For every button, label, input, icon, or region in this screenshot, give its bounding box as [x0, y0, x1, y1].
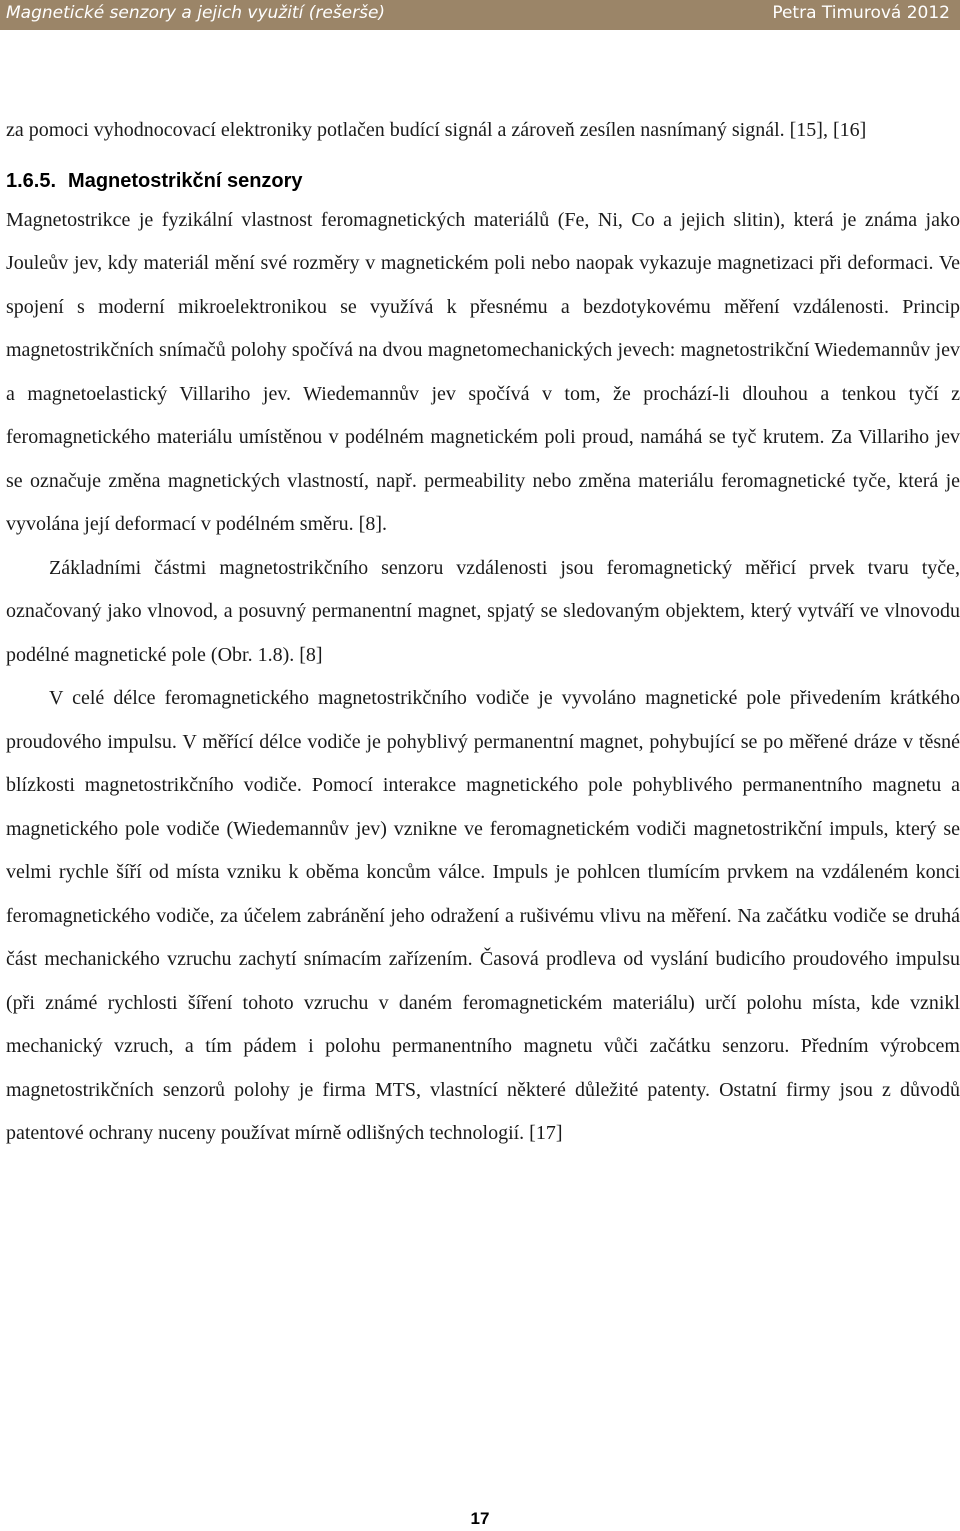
page-number: 17: [470, 1509, 490, 1528]
header-document-title: Magnetické senzory a jejich využití (rešerše): [6, 3, 386, 23]
section-heading: [6, 163, 960, 199]
paragraph-sensor-parts: Základními částmi magnetostrikčního senzoru vzdálenosti jsou feromagnetický měřicí prvek tvaru tyče, označovaný jako vlnovod, a posuvný permanentní magnet, spjatý se sledovaným objektem, který vytváří ve vlnovodu podélné magnetické pole (Obr. 1.8). [8]: [6, 556, 960, 666]
section-title: Magnetostrikční senzory: [68, 169, 303, 192]
paragraph-operating-principle: V celé délce feromagnetického magnetostrikčního vodiče je vyvoláno magnetické pole přivedením krátkého proudového impulsu. V měřící délce vodiče je pohyblivý permanentní magnet, pohybující se po měřené dráze v těsné blízkosti magnetostrikčního vodiče. Pomocí interakce magnetického pole pohyblivého permanentního magnetu a magnetického pole vodiče (Wiedemannův jev) vznikne ve feromagnetickém vodiči magnetostrikční impuls, který se velmi rychle šíří od místa vzniku k oběma koncům válce. Impuls je pohlcen tlumícím prvkem na vzdáleném konci feromagnetického vodiče, za účelem zabránění jeho odražení a rušivému vlivu na měření. Na začátku vodiče se druhá část mechanického vzruchu zachytí snímacím zařízením. Časová prodleva od vyslání budicího proudového impulsu (při známé rychlosti šíření tohoto vzruchu v daném feromagnetickém materiálu) určí polohu místa, kde vznikl mechanický vzruch, a tím pádem i polohu permanentního magnetu vůči začátku senzoru. Předním výrobcem magnetostrikčních senzorů polohy je firma MTS, vlastnící některé důležité patenty. Ostatní firmy jsou z důvodů patentové ochrany nuceny používat mírně odlišných technologií. [17]: [6, 687, 960, 1144]
section-number: 1.6.5.: [6, 169, 57, 192]
page-body: [6, 109, 960, 1156]
header-author-year: Petra Timurová 2012: [772, 3, 950, 23]
page-header: [0, 0, 960, 30]
paragraph-intro: za pomoci vyhodnocovací elektroniky potlačen budící signál a zároveň zesílen nasnímaný signál. [15], [16]: [6, 119, 867, 141]
paragraph-magnetostriction: Magnetostrikce je fyzikální vlastnost feromagnetických materiálů (Fe, Ni, Co a jejich slitin), která je známa jako Jouleův jev, kdy materiál mění své rozměry v magnetickém poli nebo naopak vykazuje magnetizaci při deformaci. Ve spojení s moderní mikroelektronikou se využívá k přesnému a bezdotykovému měření vzdálenosti. Princip magnetostrikčních snímačů polohy spočívá na dvou magnetomechanických jevech: magnetostrikční Wiedemannův jev a magnetoelastický Villariho jev. Wiedemannův jev spočívá v tom, že prochází-li dlouhou a tenkou tyčí z feromagnetického materiálu umístěnou v podélném magnetickém poli proud, namáhá se tyč krutem. Za Villariho jev se označuje změna magnetických vlastností, např. permeability nebo změna materiálu feromagnetické tyče, která je vyvolána její deformací v podélném směru. [8].: [6, 208, 960, 535]
